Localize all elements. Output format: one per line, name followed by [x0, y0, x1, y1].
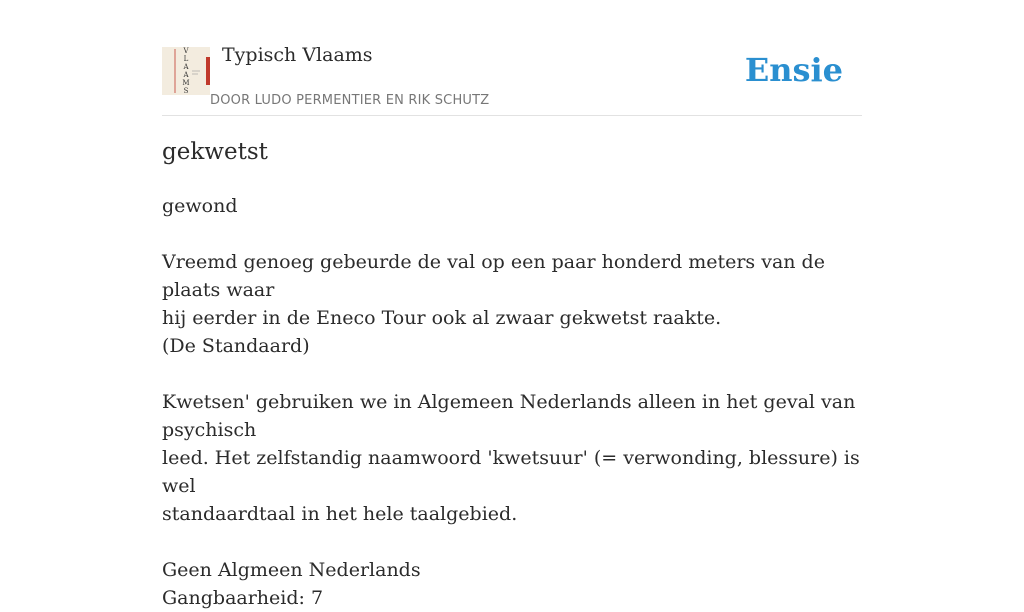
- paragraph-spacer: [162, 528, 867, 556]
- definition-paragraph: gewond: [162, 195, 238, 217]
- cover-letter: L: [183, 55, 189, 63]
- book-authors: DOOR LUDO PERMENTIER EN RIK SCHUTZ: [210, 93, 490, 108]
- entry-definition: [162, 192, 867, 612]
- book-cover-image[interactable]: [162, 47, 210, 95]
- cover-letter: M: [182, 79, 190, 87]
- paragraph-spacer: [162, 360, 867, 388]
- status-paragraph: Geen Algmeen Nederlands Gangbaarheid: 7: [162, 559, 421, 609]
- book-cover-icon: [162, 47, 210, 95]
- header: [162, 0, 862, 116]
- ensie-logo[interactable]: Ensie: [744, 51, 843, 89]
- usage-note-paragraph: Kwetsen' gebruiken we in Algemeen Nederlands alleen in het geval van psychisch leed. Het zelfstandig naamwoord 'kwetsuur' (= verwonding, blessure) is wel standaardtaal in het hele taalgebied.: [162, 391, 860, 525]
- example-paragraph: Vreemd genoeg gebeurde de val op een paar honderd meters van de plaats waar hij eerder in de Eneco Tour ook al zwaar gekwetst raakte. (De Standaard): [162, 251, 825, 357]
- entry-title: gekwetst: [162, 139, 268, 165]
- cover-letter: V: [183, 47, 189, 55]
- cover-letter: S: [183, 87, 189, 95]
- page: [162, 0, 862, 609]
- cover-letter: A: [183, 63, 189, 71]
- book-title[interactable]: Typisch Vlaams: [222, 44, 373, 66]
- paragraph-spacer: [162, 220, 867, 248]
- cover-letter: A: [183, 71, 189, 79]
